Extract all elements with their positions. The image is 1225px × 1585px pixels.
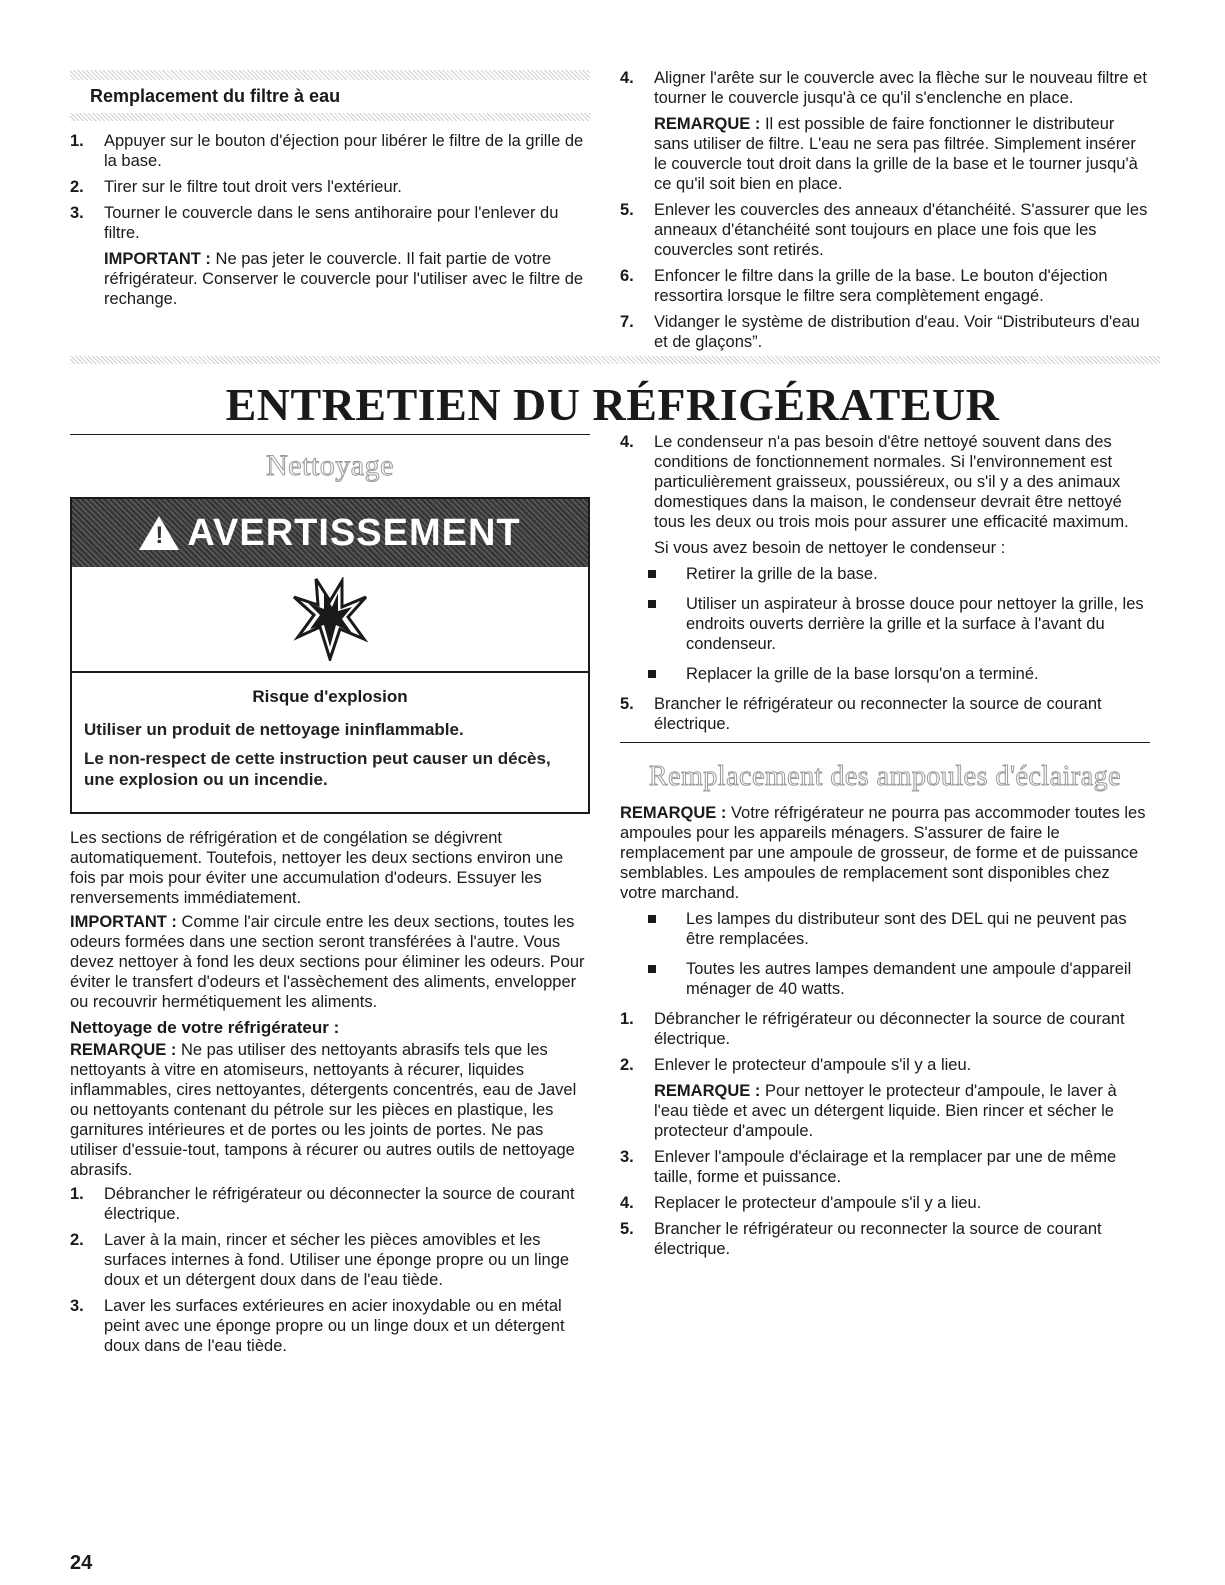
cleaning-section: [70, 434, 590, 1362]
list-item: 2. Laver à la main, rincer et sécher les pièces amovibles et les surfaces internes à fond. Utiliser une éponge propre ou un linge doux et un détergent doux dans de l'eau tiède.: [70, 1231, 570, 1289]
bulbs-bullets: [620, 909, 1150, 999]
warning-box: [70, 497, 590, 814]
filter-steps-continued: [620, 68, 1150, 358]
list-item: 1. Débrancher le réfrigérateur ou déconnecter la source de courant électrique.: [620, 1010, 1125, 1048]
warning-text: [72, 673, 588, 812]
cleaning-body: [70, 828, 590, 1356]
hatch-divider: [70, 356, 1160, 364]
filter-replacement-section: [70, 70, 590, 315]
list-item: 5. Brancher le réfrigérateur ou reconnecter la source de courant électrique.: [620, 1220, 1102, 1258]
bullet-square-icon: [648, 965, 656, 973]
warning-risk: Risque d'explosion: [252, 687, 408, 706]
list-item: 3. Tourner le couvercle dans le sens antihoraire pour l'enlever du filtre. IMPORTANT : Ne pas jeter le couvercle. Il fait partie de votre réfrigérateur. Conserver le couvercle pour l'utiliser avec le filtre de rechange.: [70, 203, 590, 309]
list-item: 2. Enlever le protecteur d'ampoule s'il y a lieu. REMARQUE : Pour nettoyer le protecteur d'ampoule, le laver à l'eau tiède et avec un détergent liquide. Bien rincer et sécher le protecteur d'ampoule.: [620, 1055, 1150, 1141]
cleaning-intro: Les sections de réfrigération et de congélation se dégivrent automatiquement. Toutefois, nettoyer les deux sections environ une fois par mois pour éviter une accumulation d'odeurs. Essuyer les renversements immédiatement.: [70, 829, 564, 907]
section-rule: [70, 434, 590, 435]
condenser-sub: Si vous avez besoin de nettoyer le condenseur :: [654, 539, 1006, 557]
list-item: Replacer la grille de la base lorsqu'on a terminé.: [620, 664, 1150, 684]
page-title: ENTRETIEN DU RÉFRIGÉRATEUR: [225, 379, 1000, 430]
section-rule: [620, 742, 1150, 743]
list-item: 2. Tirer sur le filtre tout droit vers l'extérieur.: [70, 178, 402, 196]
list-item: Toutes les autres lampes demandent une ampoule d'appareil ménager de 40 watts.: [620, 959, 1150, 999]
warning-icon-area: [72, 567, 588, 673]
list-item: 5. Brancher le réfrigérateur ou reconnecter la source de courant électrique.: [620, 695, 1102, 733]
list-item: 3. Laver les surfaces extérieures en acier inoxydable ou en métal peint avec une éponge propre ou un linge doux et un détergent doux dans de l'eau tiède.: [70, 1297, 565, 1355]
bulbs-steps: [620, 1009, 1150, 1259]
remark-note: REMARQUE : Il est possible de faire fonctionner le distributeur sans utiliser de filtre. L'eau ne sera pas filtrée. Simplement insérer le couvercle tout droit dans la grille de la base et le tourner jusqu'à ce qu'il soit bien en place.: [654, 115, 1138, 193]
page-number: 24: [70, 1552, 93, 1574]
important-note: IMPORTANT : Ne pas jeter le couvercle. Il fait partie de votre réfrigérateur. Conserver le couvercle pour l'utiliser avec le filtre de rechange.: [104, 250, 584, 308]
list-item: Retirer la grille de la base.: [620, 564, 1150, 584]
list-item: Utiliser un aspirateur à brosse douce pour nettoyer la grille, les endroits ouverts derrière la grille et la surface à l'avant du condenseur.: [620, 594, 1150, 654]
section-heading-bulbs: Remplacement des ampoules d'éclairage: [648, 761, 1122, 792]
list-item: 5. Enlever les couvercles des anneaux d'étanchéité. S'assurer que les anneaux d'étanchéité sont toujours en place une fois que les couvercles sont retirés.: [620, 201, 1148, 259]
bulbs-remark: REMARQUE : Votre réfrigérateur ne pourra pas accommoder toutes les ampoules pour les appareils ménagers. S'assurer de faire le remplacement par une ampoule de grosseur, de forme et de puissance semblables. Les ampoules de remplacement sont disponibles chez votre marchand.: [620, 804, 1146, 902]
warning-line: Le non-respect de cette instruction peut causer un décès, une explosion ou un incendie.: [84, 749, 551, 789]
remark-note: REMARQUE : Pour nettoyer le protecteur d'ampoule, le laver à l'eau tiède et avec un détergent liquide. Bien rincer et sécher le protecteur d'ampoule.: [654, 1082, 1117, 1140]
list-item: 4. Aligner l'arête sur le couvercle avec la flèche sur le nouveau filtre et tourner le couvercle jusqu'à ce qu'il s'enclenche en place. REMARQUE : Il est possible de faire fonctionner le distributeur sans utiliser de filtre. L'eau ne sera pas filtrée. Simplement insérer le couvercle tout droit dans la grille de la base et le tourner jusqu'à ce qu'il soit bien en place.: [620, 68, 1150, 194]
filter-steps: [70, 131, 590, 309]
cleaning-remark: REMARQUE : Ne pas utiliser des nettoyants abrasifs tels que les nettoyants à vitre en atomiseurs, nettoyants à récurer, liquides inflammables, cires nettoyantes, détergents concentrés, eau de Javel ou nettoyants contenant du pétrole sur les pièces en plastique, les garnitures intérieures et de portes ou les joints de portes. Ne pas utiliser d'essuie-tout, tampons à récurer ou autres outils de nettoyage abrasifs.: [70, 1041, 577, 1179]
hatch-divider: [70, 70, 590, 80]
list-item: 1. Appuyer sur le bouton d'éjection pour libérer le filtre de la grille de la base.: [70, 132, 584, 170]
bullet-square-icon: [648, 915, 656, 923]
list-item: 7. Vidanger le système de distribution d'eau. Voir “Distributeurs d'eau et de glaçons”.: [620, 313, 1140, 351]
condenser-bullets: [620, 564, 1150, 684]
list-item: 1. Débrancher le réfrigérateur ou déconnecter la source de courant électrique.: [70, 1185, 575, 1223]
list-item: Les lampes du distributeur sont des DEL qui ne peuvent pas être remplacées.: [620, 909, 1150, 949]
section-heading-cleaning: Nettoyage: [266, 449, 394, 482]
filter-heading: Remplacement du filtre à eau: [90, 86, 341, 106]
warning-triangle-icon: !: [139, 516, 179, 550]
warning-title: AVERTISSEMENT: [187, 511, 521, 554]
cleaning-steps: [70, 1184, 590, 1356]
list-item: 4. Le condenseur n'a pas besoin d'être nettoyé souvent dans des conditions de fonctionnement normales. Si l'environnement est particulièrement graisseux, poussiéreux, ou s'il y a des animaux domestiques dans la maison, le condenseur devrait être nettoyé tous les deux ou trois mois pour assurer une efficacité maximum. Si vous avez besoin de nettoyer le condenseur :: [620, 432, 1150, 558]
explosion-icon: [290, 577, 370, 661]
bullet-square-icon: [648, 570, 656, 578]
warning-header: [72, 499, 588, 567]
cleaning-subheading: Nettoyage de votre réfrigérateur :: [70, 1018, 340, 1037]
list-item: 4. Replacer le protecteur d'ampoule s'il y a lieu.: [620, 1194, 982, 1212]
condenser-section: [620, 432, 1150, 1265]
warning-line: Utiliser un produit de nettoyage ininflammable.: [84, 720, 464, 739]
list-item: 3. Enlever l'ampoule d'éclairage et la remplacer par une de même taille, forme et puissance.: [620, 1148, 1117, 1186]
bullet-square-icon: [648, 600, 656, 608]
hatch-divider: [70, 113, 590, 121]
bullet-square-icon: [648, 670, 656, 678]
cleaning-important: IMPORTANT : Comme l'air circule entre les deux sections, toutes les odeurs formées dans une section seront transférées à l'autre. Vous devez nettoyer à fond les deux sections pour éliminer les odeurs. Pour éviter le transfert d'odeurs et l'assèchement des aliments, envelopper ou recouvrir hermétiquement les aliments.: [70, 913, 585, 1011]
list-item: 6. Enfoncer le filtre dans la grille de la base. Le bouton d'éjection ressortira lorsque le filtre sera complètement engagé.: [620, 267, 1108, 305]
